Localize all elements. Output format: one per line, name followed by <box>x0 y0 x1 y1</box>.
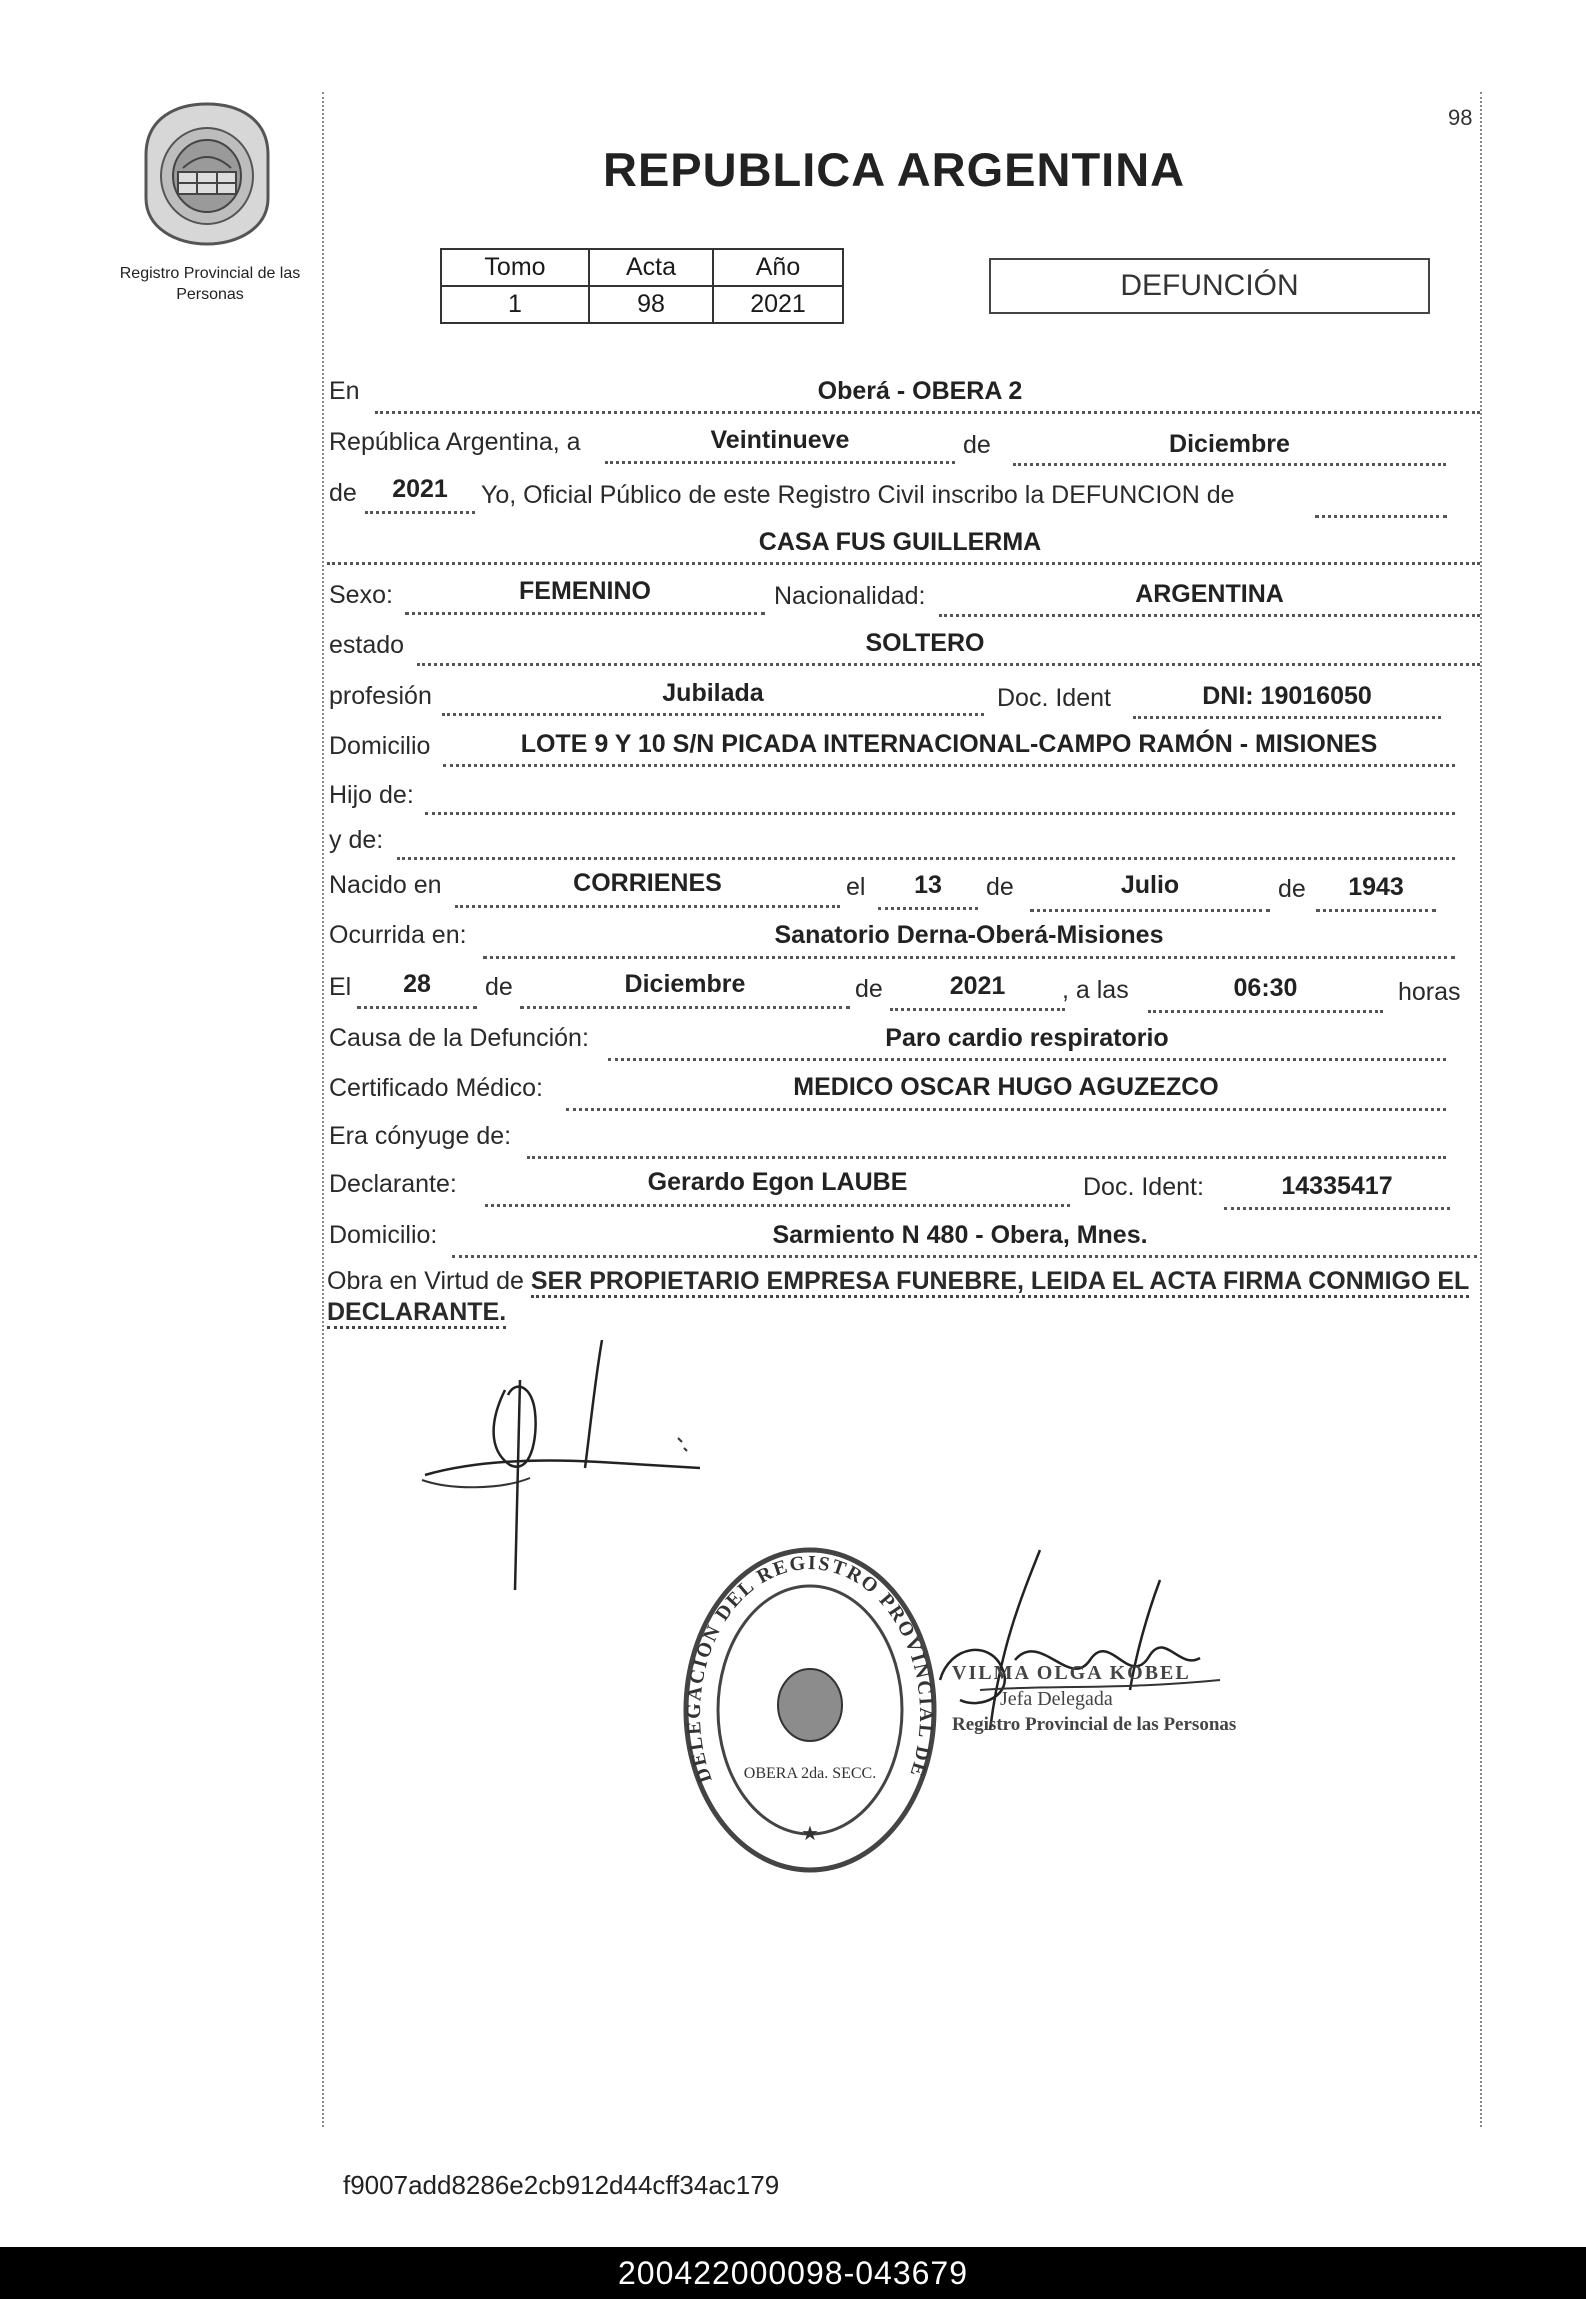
birth-place-value: CORRIENES <box>573 869 722 897</box>
decl-domicilio-dotted-line <box>452 1255 1477 1258</box>
certificado-label: Certificado Médico: <box>329 1074 543 1102</box>
barcode-footer-band: 200422000098-043679 <box>0 2247 1586 2299</box>
decl-domicilio-value: Sarmiento N 480 - Obera, Mnes. <box>772 1221 1148 1249</box>
doc-ident-value: DNI: 19016050 <box>1202 682 1372 710</box>
domicilio-value: LOTE 9 Y 10 S/N PICADA INTERNACIONAL-CAMPO RAMÓN - MISIONES <box>520 730 1378 758</box>
right-margin-line <box>1480 92 1482 2127</box>
sexo-dotted-line <box>405 612 765 615</box>
anio-header: Año <box>713 249 843 286</box>
month-value: Diciembre <box>1169 430 1290 458</box>
conyuge-label: Era cónyuge de: <box>329 1122 512 1150</box>
sexo-label: Sexo: <box>329 581 393 609</box>
page-number: 98 <box>1448 105 1473 130</box>
name-dotted-line <box>327 562 1480 565</box>
obra-en-virtud-paragraph <box>327 1266 1477 1328</box>
nacionalidad-dotted-line <box>939 614 1480 617</box>
causa-label: Causa de la Defunción: <box>329 1024 589 1052</box>
obra-label: Obra en Virtud de <box>327 1267 524 1295</box>
decl-domicilio-label: Domicilio: <box>329 1221 438 1249</box>
declarante-dotted-line <box>485 1204 1070 1207</box>
horas-label: horas <box>1398 978 1461 1006</box>
tomo-acta-table <box>440 248 844 324</box>
y-de-dotted-line <box>397 857 1455 860</box>
nacido-dotted-line <box>455 905 840 908</box>
official-name: VILMA OLGA KOBEL <box>952 1662 1191 1684</box>
estado-dotted-line <box>417 663 1480 666</box>
month-dotted-line <box>1013 463 1446 466</box>
ocurrida-value: Sanatorio Derna-Oberá-Misiones <box>774 921 1164 949</box>
act-type-box: DEFUNCIÓN <box>989 258 1430 314</box>
domicilio-dotted-line <box>443 764 1455 767</box>
death-year-dotted-line <box>890 1008 1065 1011</box>
a-las-label: , a las <box>1062 976 1129 1004</box>
acta-value: 98 <box>589 286 713 323</box>
birth-day-dotted-line <box>878 907 978 910</box>
day-word-value: Veintinueve <box>710 426 850 454</box>
nacionalidad-value: ARGENTINA <box>1135 580 1284 608</box>
estado-label: estado <box>329 631 405 659</box>
death-day-value: 28 <box>403 970 431 998</box>
official-registry-stamp <box>680 1540 940 1885</box>
birth-month-dotted-line <box>1030 909 1270 912</box>
stamp-ring-text: DELEGACION DEL REGISTRO PROVINCIAL DE <box>682 1551 938 1786</box>
anio-value: 2021 <box>713 286 843 323</box>
svg-text:DELEGACION DEL REGISTRO PROVIN <box>680 1540 937 1788</box>
death-month-dotted-line <box>520 1006 850 1009</box>
official-signature-caption <box>952 1660 1236 1738</box>
decl-doc-label: Doc. Ident: <box>1083 1173 1204 1201</box>
death-de1-label: de <box>485 973 513 1001</box>
official-role: Jefa Delegada <box>1000 1688 1113 1710</box>
hijo-de-label: Hijo de: <box>329 781 414 809</box>
profesion-label: profesión <box>329 682 432 710</box>
death-day-dotted-line <box>357 1006 477 1009</box>
domicilio-label: Domicilio <box>329 732 431 760</box>
year-value: 2021 <box>392 475 448 503</box>
stamp-star-icon: ★ <box>801 1823 819 1845</box>
death-year-value: 2021 <box>949 972 1006 1000</box>
certificado-dotted-line <box>566 1108 1446 1111</box>
birth-year-value: 1943 <box>1348 873 1404 901</box>
death-time-dotted-line <box>1148 1010 1383 1013</box>
birth-year-dotted-line <box>1316 909 1436 912</box>
y-de-label: y de: <box>329 826 384 854</box>
certificado-value: MEDICO OSCAR HUGO AGUZEZCO <box>793 1073 1219 1101</box>
nacionalidad-label: Nacionalidad: <box>774 582 926 610</box>
left-margin-line <box>322 92 324 2127</box>
decl-doc-value: 14335417 <box>1281 1172 1393 1200</box>
birth-de1-label: de <box>986 873 1014 901</box>
doc-ident-label: Doc. Ident <box>997 684 1111 712</box>
deceased-name-value: CASA FUS GUILLERMA <box>758 528 1042 556</box>
en-label: En <box>329 377 360 405</box>
profesion-dotted-line <box>442 713 984 716</box>
official-registry: Registro Provincial de las Personas <box>952 1714 1237 1735</box>
birth-month-value: Julio <box>1120 871 1180 899</box>
hijo-dotted-line <box>425 812 1455 815</box>
ocurrida-label: Ocurrida en: <box>329 921 467 949</box>
place-value: Oberá - OBERA 2 <box>817 377 1023 405</box>
declarante-label: Declarante: <box>329 1170 457 1198</box>
ocurrida-dotted-line <box>483 956 1455 959</box>
en-dotted-line <box>375 411 1480 414</box>
tomo-header: Tomo <box>441 249 589 286</box>
death-el-label: El <box>329 973 352 1001</box>
acta-header: Acta <box>589 249 713 286</box>
stamp-inner-text: OBERA 2da. SECC. <box>743 1765 877 1782</box>
year-de-label: de <box>329 479 357 507</box>
tomo-value: 1 <box>441 286 589 323</box>
sexo-value: FEMENINO <box>519 577 651 605</box>
causa-value: Paro cardio respiratorio <box>885 1024 1169 1052</box>
death-de2-label: de <box>855 975 883 1003</box>
profesion-value: Jubilada <box>662 679 764 707</box>
declarante-value: Gerardo Egon LAUBE <box>647 1168 908 1196</box>
document-hash: f9007add8286e2cb912d44cff34ac179 <box>343 2170 780 2200</box>
yo-oficial-text: Yo, Oficial Público de este Registro Civil inscribo la DEFUNCION de <box>481 481 1235 509</box>
declarant-signature <box>410 1340 720 1595</box>
republica-label: República Argentina, a <box>329 428 581 456</box>
document-title: REPUBLICA ARGENTINA <box>603 143 1186 196</box>
obra-value: SER PROPIETARIO EMPRESA FUNEBRE, LEIDA EL ACTA FIRMA CONMIGO EL DECLARANTE. <box>327 1267 1469 1329</box>
registry-caption: Registro Provincial de las Personas <box>119 265 301 303</box>
birth-el-label: el <box>846 873 866 901</box>
de-label: de <box>963 431 991 459</box>
birth-day-value: 13 <box>914 871 942 899</box>
conyuge-dotted-line <box>527 1156 1446 1159</box>
yo-dotted-line <box>1315 515 1447 518</box>
estado-value: SOLTERO <box>865 629 985 657</box>
year-dotted-line <box>365 511 475 514</box>
death-time-value: 06:30 <box>1233 974 1298 1002</box>
death-month-value: Diciembre <box>624 970 746 998</box>
nacido-label: Nacido en <box>329 871 442 899</box>
causa-dotted-line <box>608 1058 1446 1061</box>
birth-de2-label: de <box>1278 875 1306 903</box>
decl-doc-dotted-line <box>1224 1207 1450 1210</box>
provincial-seal-emblem <box>138 100 276 248</box>
day-dotted-line <box>605 461 955 464</box>
doc-dotted-line <box>1133 716 1441 719</box>
